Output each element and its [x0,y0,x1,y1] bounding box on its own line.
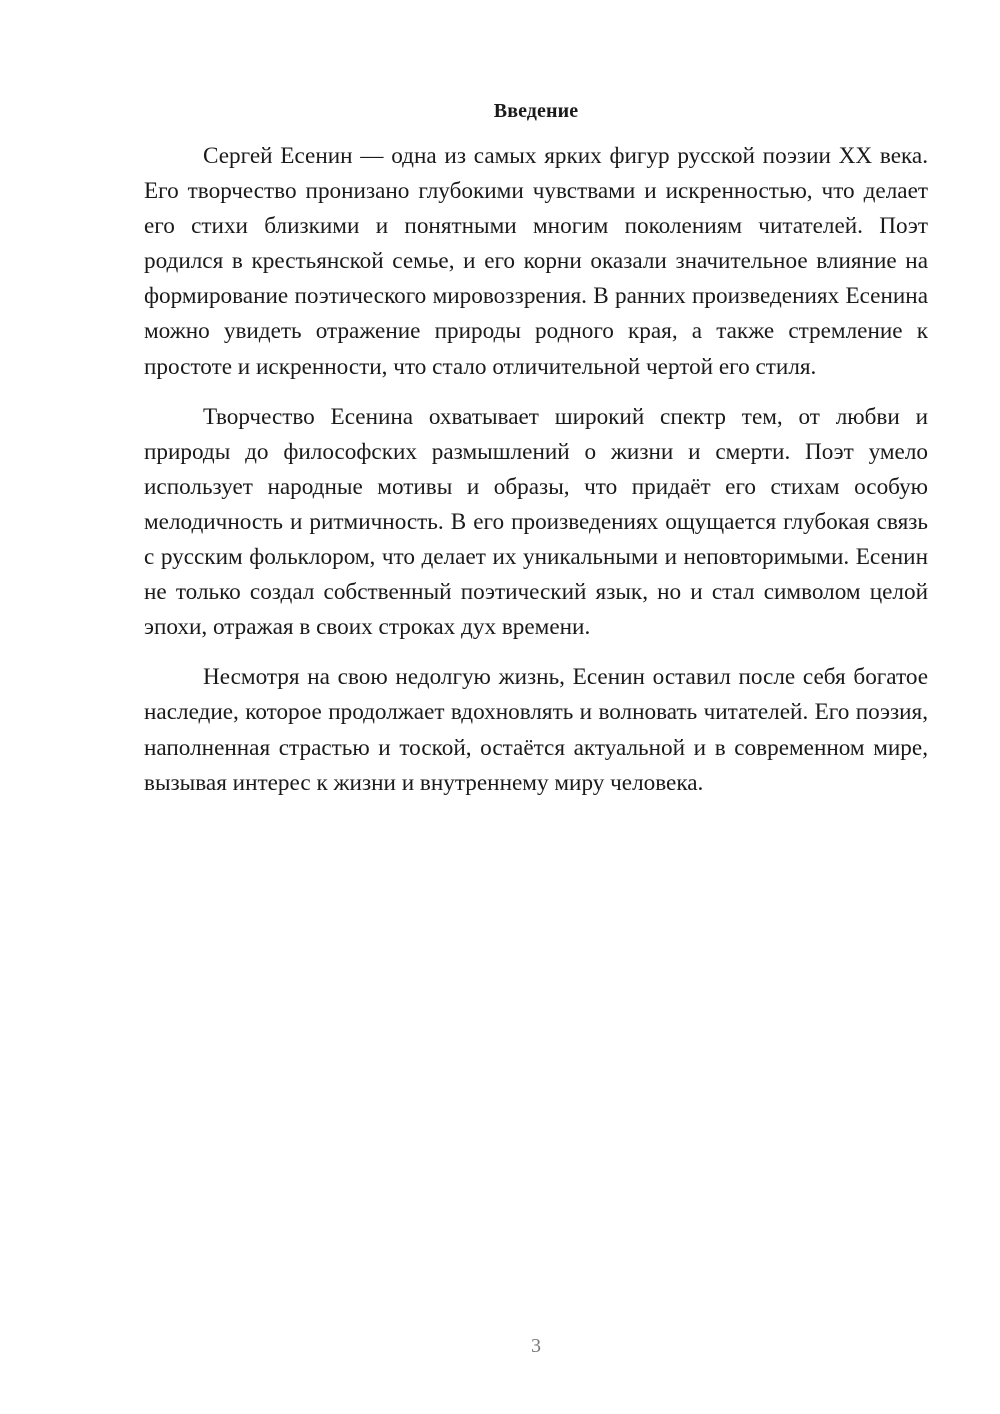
paragraph-3: Несмотря на свою недолгую жизнь, Есенин оставил после себя богатое наследие, которое продолжает вдохновлять и волновать читателей. Его поэзия, наполненная страстью и тоской, остаётся актуальной и в современном мире, вызывая интерес к жизни и внутреннему миру человека. [144,664,928,796]
page-number: 3 [531,1335,541,1357]
paragraph-2: Творчество Есенина охватывает широкий спектр тем, от любви и природы до философских размышлений о жизни и смерти. Поэт умело использует народные мотивы и образы, что придаёт его стихам особую мелодичность и ритмичность. В его произведениях ощущается глубокая связь с русским фольклором, что делает их уникальными и неповторимыми. Есенин не только создал собственный поэтический язык, но и стал символом целой эпохи, отражая в своих строках дух времени. [144,403,928,641]
paragraph-1: Сергей Есенин — одна из самых ярких фигур русской поэзии XX века. Его творчество пронизано глубокими чувствами и искренностью, что делает его стихи близкими и понятными многим поколениям читателей. Поэт родился в крестьянской семье, и его корни оказали значительное влияние на формирование поэтического мировоззрения. В ранних произведениях Есенина можно увидеть отражение природы родного края, а также стремление к простоте и искренности, что стало отличительной чертой его стиля. [144,143,928,380]
page-content [144,96,928,816]
section-heading: Введение [493,100,579,122]
